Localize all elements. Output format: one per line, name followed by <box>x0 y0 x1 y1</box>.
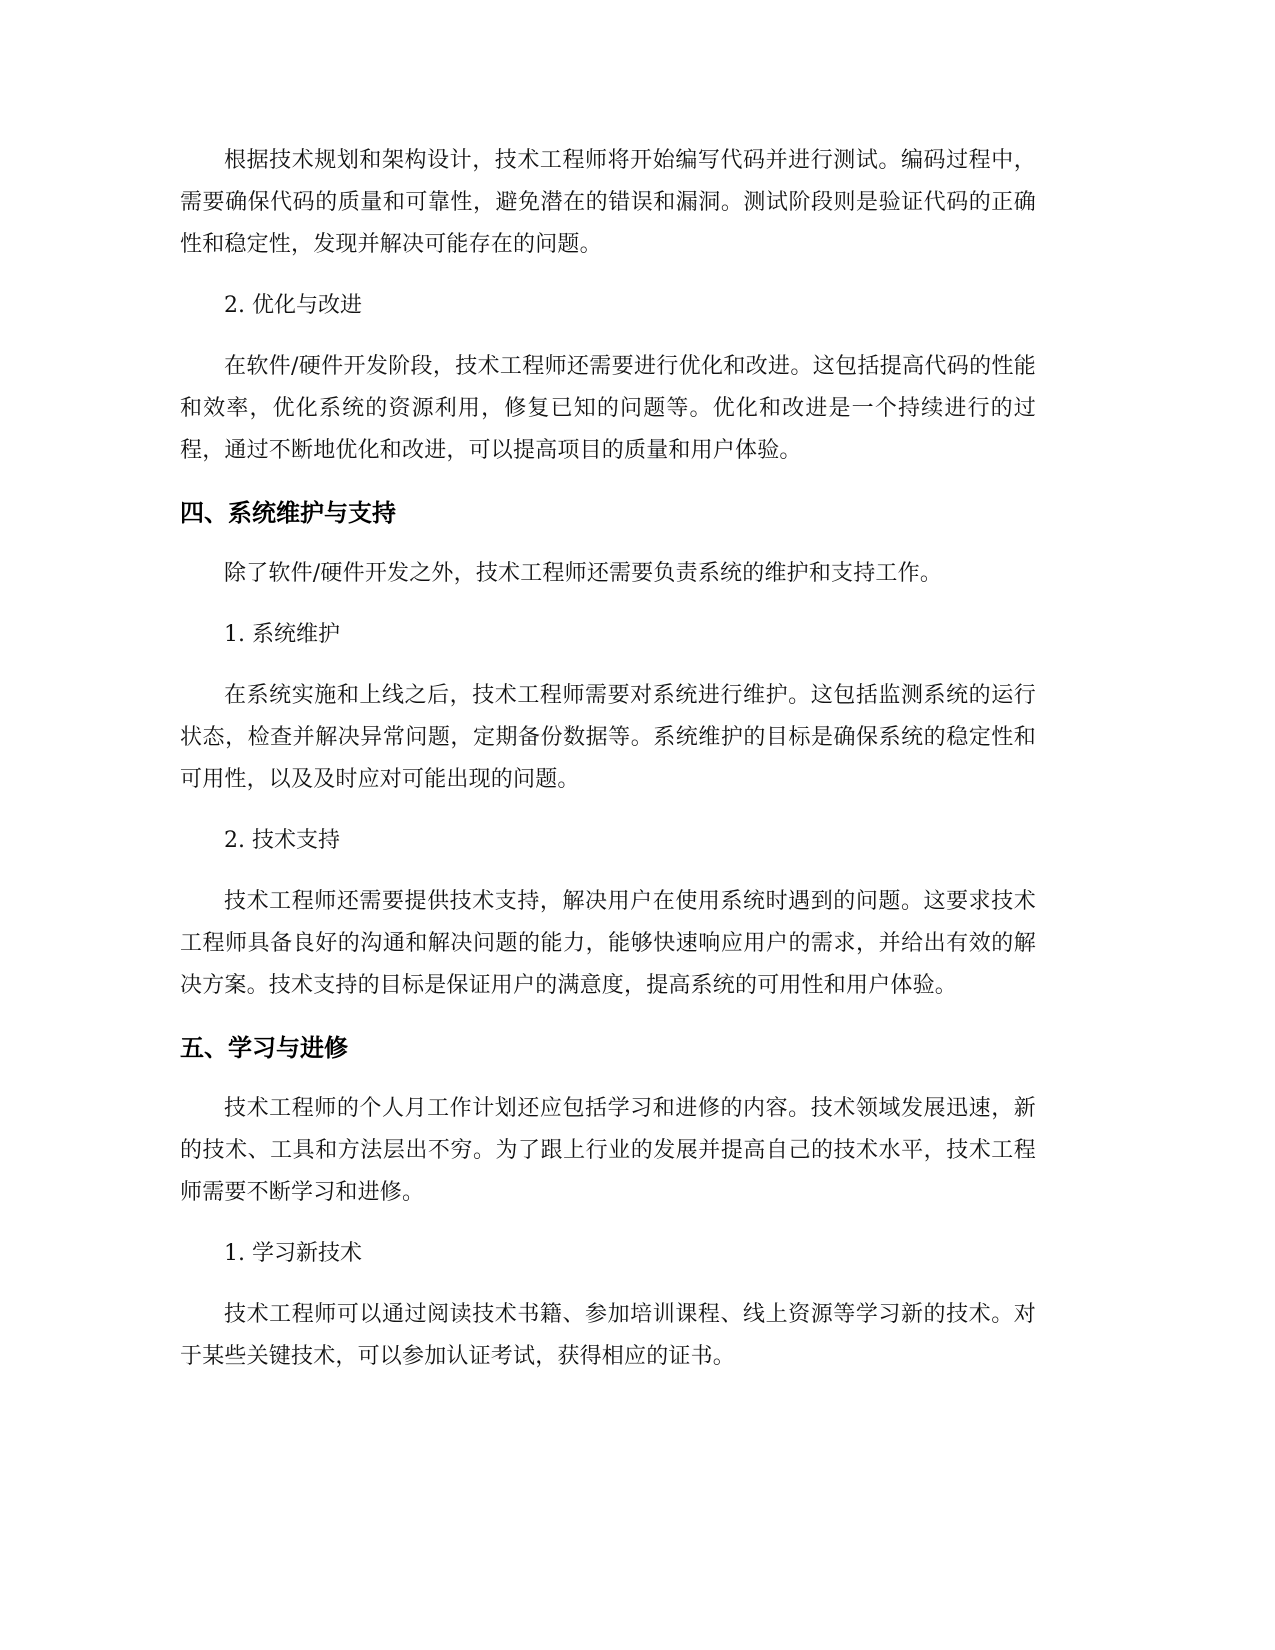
subheading-tech-support: 2. 技术支持 <box>224 828 340 853</box>
subheading-system-maintenance: 1. 系统维护 <box>224 622 340 647</box>
paragraph-tech-support: 技术工程师还需要提供技术支持，解决用户在使用系统时遇到的问题。这要求技术工程师具备良好的沟通和解决问题的能力，能够快速响应用户的需求，并给出有效的解决方案。技术支持的目标是保证用户的满意度，提高系统的可用性和用户体验。 <box>180 889 1036 998</box>
paragraph-coding-testing: 根据技术规划和架构设计，技术工程师将开始编写代码并进行测试。编码过程中，需要确保代码的质量和可靠性，避免潜在的错误和漏洞。测试阶段则是验证代码的正确性和稳定性，发现并解决可能存在的问题。 <box>180 148 1036 257</box>
paragraph-optimization: 在软件/硬件开发阶段，技术工程师还需要进行优化和改进。这包括提高代码的性能和效率，优化系统的资源利用，修复已知的问题等。优化和改进是一个持续进行的过程，通过不断地优化和改进，可以提高项目的质量和用户体验。 <box>180 354 1036 463</box>
subheading-optimization: 2. 优化与改进 <box>224 293 362 318</box>
document-page <box>180 140 1036 1397</box>
section-heading-maintenance: 四、系统维护与支持 <box>180 499 396 527</box>
paragraph-learning-intro: 技术工程师的个人月工作计划还应包括学习和进修的内容。技术领域发展迅速，新的技术、工具和方法层出不穷。为了跟上行业的发展并提高自己的技术水平，技术工程师需要不断学习和进修。 <box>180 1096 1036 1205</box>
subheading-new-tech: 1. 学习新技术 <box>224 1241 362 1266</box>
paragraph-maintenance-intro: 除了软件/硬件开发之外，技术工程师还需要负责系统的维护和支持工作。 <box>224 561 943 586</box>
paragraph-new-tech: 技术工程师可以通过阅读技术书籍、参加培训课程、线上资源等学习新的技术。对于某些关键技术，可以参加认证考试，获得相应的证书。 <box>180 1302 1036 1369</box>
paragraph-system-maintenance: 在系统实施和上线之后，技术工程师需要对系统进行维护。这包括监测系统的运行状态，检查并解决异常问题，定期备份数据等。系统维护的目标是确保系统的稳定性和可用性，以及及时应对可能出现的问题。 <box>180 683 1036 792</box>
section-heading-learning: 五、学习与进修 <box>180 1034 348 1062</box>
